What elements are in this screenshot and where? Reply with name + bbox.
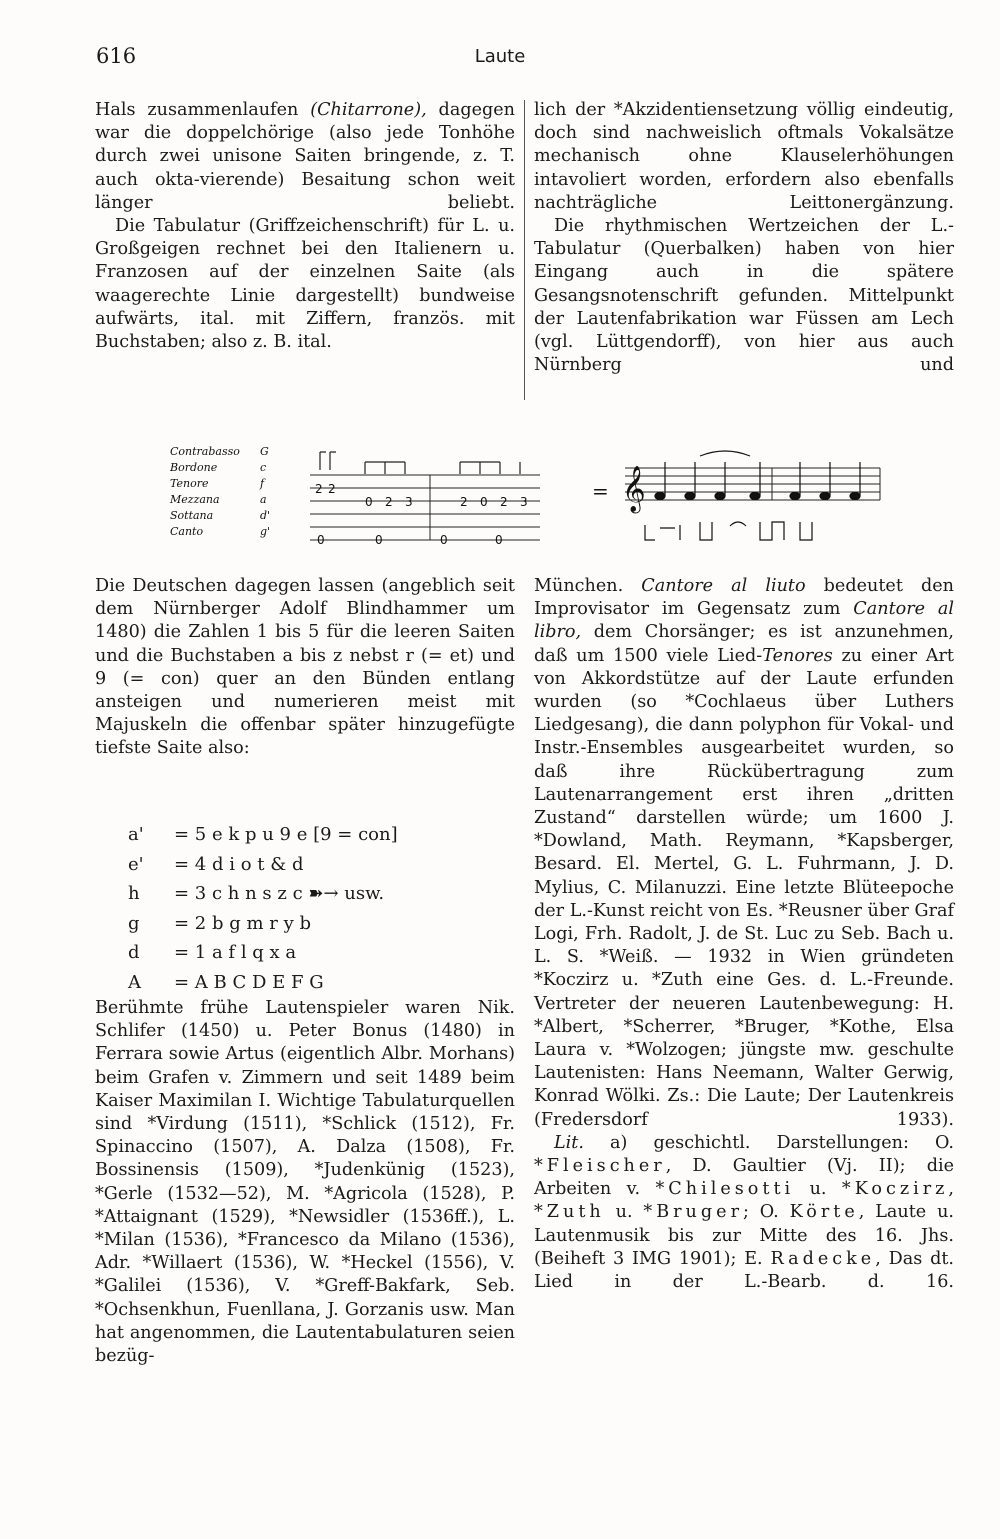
svg-text:0: 0 — [317, 533, 325, 547]
svg-text:0: 0 — [375, 533, 383, 547]
string-pitch: c — [260, 461, 267, 474]
table-row: a' = 5 e k p u 9 e [9 = con] — [128, 824, 398, 845]
svg-text:3: 3 — [405, 495, 413, 509]
column-right-top — [534, 99, 954, 377]
svg-text:0: 0 — [365, 495, 373, 509]
table-row: e' = 4 d i o t & d — [128, 853, 304, 875]
paragraph: Die rhythmischen Wertzeichen der L.-Tabulatur (Querbalken) haben von hier Eingang auch in die spätere Gesangsnotenschrift gefunden. Mittelpunkt der Lautenfabrikation war Füssen am Lech (vgl. Lüttgendorff), von hier aus auch Nürnberg und — [534, 216, 954, 376]
page-header — [0, 44, 1000, 74]
column-left-top — [95, 99, 515, 354]
svg-text:0: 0 — [480, 495, 488, 509]
page-number: 616 — [96, 44, 137, 68]
running-title: Laute — [474, 46, 526, 67]
german-tablature-table — [128, 820, 398, 997]
string-label: Sottana — [170, 509, 214, 522]
paragraph: Die Tabulatur (Griffzeichenschrift) für L. u. Großgeigen rechnet bei den Italienern u. Franzosen auf der einzelnen Saite (als waagerechte Linie dargestellt) bundweise aufwärts, ital. mit Ziffern, französ. mit Buchstaben; also z. B. ital. — [95, 216, 515, 353]
string-label: Contrabasso — [170, 445, 240, 458]
table-row: g = 2 b g m r y b — [128, 912, 311, 934]
svg-text:2: 2 — [315, 482, 323, 496]
svg-text:2: 2 — [460, 495, 468, 509]
column-right-bottom — [534, 575, 954, 1294]
string-pitch: a — [260, 493, 267, 506]
string-pitch: G — [260, 445, 269, 458]
string-label: Bordone — [170, 461, 218, 474]
svg-text:0: 0 — [495, 533, 503, 547]
svg-text:3: 3 — [520, 495, 528, 509]
column-divider — [524, 100, 525, 400]
string-label: Tenore — [170, 477, 209, 490]
table-row: h = 3 c h n s z c ➽→ usw. — [128, 883, 385, 904]
paragraph: Berühmte frühe Lautenspieler waren Nik. Schlifer (1450) u. Peter Bonus (1480) in Ferrara sowie Artus (eigentlich Albr. Morhans) beim Grafen v. Zimmern und seit 1489 beim Kaiser Maximilan I. Wichtige Tabulaturquellen sind *Virdung (1511), *Schlick (1512), Fr. Spinaccino (1507), A. Dalza (1508), Fr. Bossinensis (1509), *Judenkünig (1523), *Gerle (1532—52), M. *Agricola (1528), P. *Attaignant (1529), *Newsidler (1536ff.), L. *Milan (1536), *Francesco da Milano (1536), Adr. *Willaert (1536), W. *Heckel (1556), V. *Galilei (1536), V. *Greff-Bakfark, Seb. *Ochsenkhun, Fuenllana, J. Gorzanis usw. Man hat angenommen, die Lautentabulaturen seien bezüg- — [95, 998, 515, 1367]
svg-text:2: 2 — [328, 482, 336, 496]
paragraph: lich der *Akzidentiensetzung völlig eindeutig, doch sind nachweislich oftmals Vokalsätze mechanisch ohne Klauselerhöhungen intavoliert worden, erfordern also ebenfalls nachträgliche Leittonergänzung. — [534, 100, 954, 213]
svg-text:2: 2 — [385, 495, 393, 509]
string-label: Canto — [170, 525, 204, 538]
tab-rhythm-flags — [320, 452, 520, 474]
table-row: A = A B C D E F G — [128, 971, 324, 993]
string-pitch: g' — [260, 525, 271, 538]
literature-paragraph: Lit. a) geschichtl. Darstellungen: O. *Fleischer, D. Gaultier (Vj. II); die Arbeiten v. *Chilesotti u. *Koczirz, *Zuth u. *Bruger; O. Körte, Laute u. Lautenmusik bis zur Mitte des 16. Jhs. (Beiheft 3 IMG 1901); E. Radecke, Das dt. Lied in der L.-Bearb. d. 16. — [534, 1132, 955, 1293]
svg-text:2: 2 — [500, 495, 508, 509]
svg-text:0: 0 — [440, 533, 448, 547]
treble-clef-icon: 𝄞 — [622, 466, 646, 512]
tablature-diagram — [160, 440, 900, 555]
table-row: d = 1 a f l q x a — [128, 942, 297, 963]
paragraph: München. Cantore al liuto bedeutet den Improvisator im Gegensatz zum Cantore al libro, dem Chorsänger; es ist anzunehmen, daß um 1500 viele Lied-Tenores zu einer Art von Akkordstütze auf der Laute erfunden wurden (so *Cochlaeus über Luthers Liedgesang), die dann polyphon für Vokal- und Instr.-Ensembles ausgearbeitet wurden, so daß ihre Rückübertragung zum Lautenarrangement erst ihren „dritten Zustand“ darstellen würde; um 1600 J. *Dowland, Math. Reymann, *Kapsberger, Besard. El. Mertel, G. L. Fuhrmann, J. D. Mylius, C. Milanuzzi. Eine letzte Blüteepoche der L.-Kunst reicht von Es. *Reusner über Graf Logi, Frh. Radolt, J. de St. Luc zu Seb. Bach u. L. S. *Weiß. — 1932 in Wien gründeten *Koczirz u. *Zuth eine Ges. d. L.-Freunde. Vertreter der neueren Lautenbewegung: H. *Albert, *Scherrer, *Bruger, *Kothe, Elsa Laura v. *Wolzogen; jüngste mw. geschulte Lautenisten: Hans Neemann, Walter Gerwig, Konrad Wölki. Zs.: Die Laute; Der Lautenkreis (Fredersdorf 1933). — [534, 576, 954, 1130]
notation-notes — [640, 451, 860, 540]
string-pitch: f — [260, 477, 265, 490]
equals-sign: = — [592, 479, 609, 503]
tablature-figure — [160, 440, 900, 559]
paragraph: Hals zusammenlaufen (Chitarrone), dagegen war die doppelchörige (also jede Tonhöhe durch zwei unisone Saiten bringende, z. T. auch okta-vierende) Besaitung schon weit länger beliebt. — [95, 100, 515, 213]
column-left-bottom — [95, 997, 515, 1368]
string-labels — [169, 445, 270, 538]
string-pitch: d' — [260, 509, 271, 522]
paragraph: Die Deutschen dagegen lassen (angeblich seit dem Nürnberger Adolf Blindhammer um 1480) die Zahlen 1 bis 5 für die leeren Saiten und die Buchstaben a bis z nebst r (= et) und 9 (= con) quer an den Bünden entlang ansteigen und numerieren meist mit Majuskeln die offenbar später hinzugefügte tiefste Saite also: — [95, 576, 515, 759]
string-label: Mezzana — [170, 493, 220, 506]
column-left-middle — [95, 575, 515, 761]
